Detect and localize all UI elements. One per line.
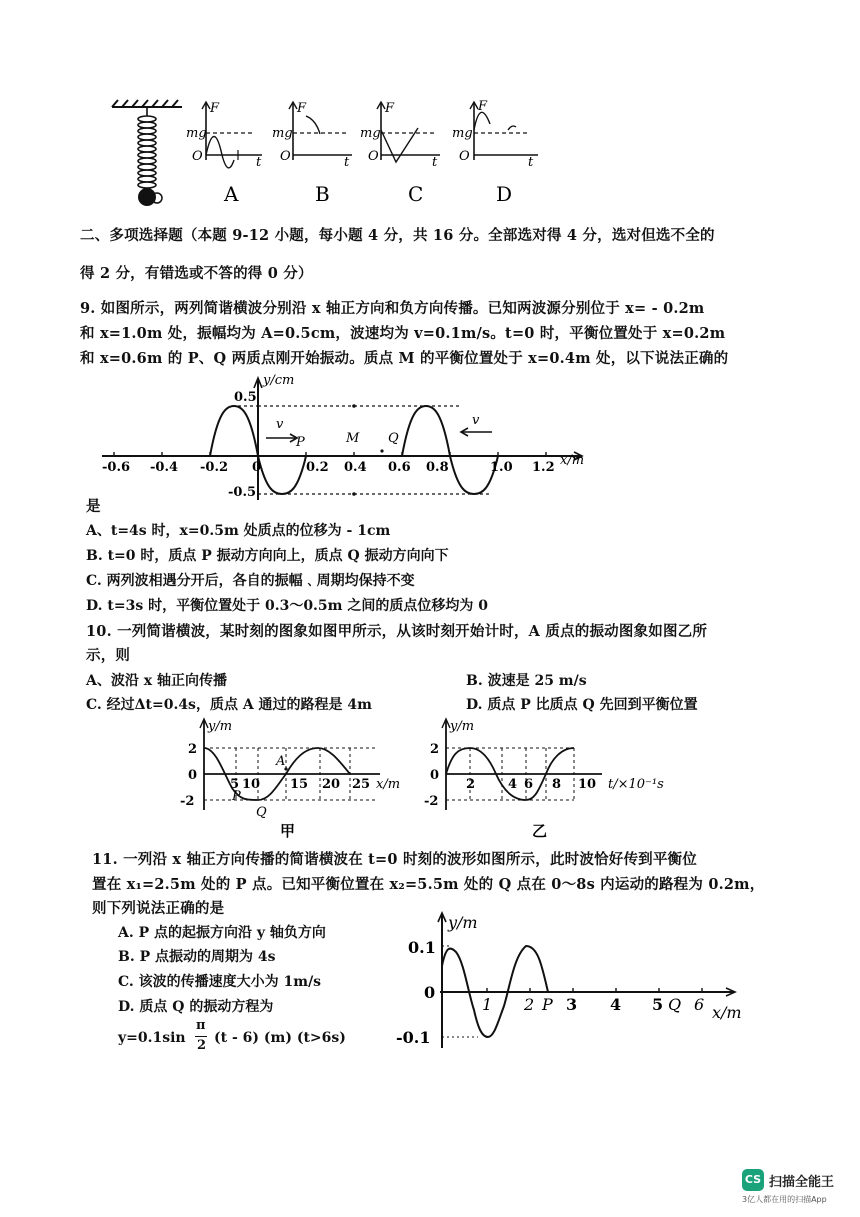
point-m-dot-lower [352, 492, 356, 496]
jia-tick-neg2: -2 [180, 794, 195, 809]
yi-tick-2: 2 [430, 742, 440, 757]
jia-tick-15: 15 [290, 777, 309, 792]
q11-wave-figure [390, 906, 770, 1056]
q9-tick-02: 0.2 [306, 460, 329, 475]
option-a-label: A [224, 182, 239, 206]
q10-option-c: C. 经过Δt=0.4s，质点 A 通过的路程是 4m [86, 697, 372, 713]
q10-option-a: A、波沿 x 轴正向传播 [86, 673, 227, 689]
yi-caption: 乙 [532, 822, 548, 840]
graph-c-mg-label: mg [360, 126, 381, 141]
q11-option-d: D. 质点 Q 的振动方程为 [118, 999, 274, 1015]
q10-line1: 10. 一列简谐横波，某时刻的图象如图甲所示，从该时刻开始计时，A 质点的振动图象如图乙所 [86, 623, 708, 640]
q11-line2: 置在 x₁=2.5m 处的 P 点。已知平衡位置在 x₂=5.5m 处的 Q 点在 0～8s 内运动的路程为 0.2m， [92, 876, 765, 893]
q9-option-b: B. t=0 时，质点 P 振动方向向上，质点 Q 振动方向向下 [86, 548, 449, 564]
q9-q-label: Q [388, 431, 399, 446]
jia-ylabel: y/m [208, 719, 233, 734]
q9-wave-figure [100, 368, 600, 503]
graph-d-t-label: t [528, 155, 534, 170]
q9-line3: 和 x=0.6m 的 P、Q 两质点刚开始振动。质点 M 的平衡位置处于 x=0.4m 处，以下说法正确的 [80, 350, 729, 367]
ceiling-support [112, 100, 182, 107]
graph-d-origin: O [459, 149, 470, 164]
q9-line4: 是 [86, 498, 101, 515]
q11-origin-label: 0 [424, 983, 436, 1002]
graph-a-f-label: F [210, 101, 220, 116]
q11-equation-prefix: y=0.1sin [118, 1030, 186, 1046]
q9-xlabel: x/m [560, 453, 585, 468]
q11-tick-4: 4 [610, 995, 622, 1014]
q11-p-label: P [542, 995, 553, 1014]
q11-q-label: Q [668, 995, 682, 1014]
q9-tick-neg06: -0.6 [102, 460, 131, 475]
q9-option-d: D. t=3s 时，平衡位置处于 0.3～0.5m 之间的质点位移均为 0 [86, 598, 488, 614]
graph-b-t-label: t [344, 155, 350, 170]
q9-tick-neg04: -0.4 [150, 460, 179, 475]
q10-option-b: B. 波速是 25 m/s [466, 673, 587, 689]
q9-m-label: M [346, 431, 360, 446]
jia-tick-25: 25 [352, 777, 371, 792]
option-c-label: C [408, 182, 424, 206]
q9-top-label: 0.5 [234, 390, 257, 405]
q9-bottom-label: -0.5 [228, 485, 257, 500]
yi-tick-2x: 2 [466, 777, 476, 792]
q11-equation-den: 2 [197, 1038, 207, 1053]
graph-b-f-label: F [297, 101, 307, 116]
section2-line1: 二、多项选择题（本题 9-12 小题，每小题 4 分，共 16 分。全部选对得 4 分，选对但选不全的 [80, 227, 715, 244]
q9-tick-neg02: -0.2 [200, 460, 229, 475]
q9-tick-06: 0.6 [388, 460, 411, 475]
q11-tick-1: 1 [482, 995, 493, 1014]
q11-top-label: 0.1 [408, 938, 436, 957]
option-d-label: D [496, 182, 513, 206]
q10-line2: 示，则 [86, 647, 131, 664]
q9-line2: 和 x=1.0m 处，振幅均为 A=0.5cm，波速均为 v=0.1m/s。t=0 时，平衡位置处于 x=0.2m [80, 325, 726, 342]
q9-tick-08: 0.8 [426, 460, 449, 475]
jia-xlabel: x/m [376, 777, 401, 792]
q9-ylabel: y/cm [263, 373, 295, 388]
q11-line3: 则下列说法正确的是 [92, 900, 225, 917]
q11-fraction-bar [195, 1036, 207, 1037]
q9-p-label: P [296, 435, 305, 450]
graph-c-f-label: F [385, 101, 395, 116]
q10-option-d: D. 质点 P 比质点 Q 先回到平衡位置 [466, 697, 698, 713]
q11-tick-2: 2 [524, 995, 535, 1014]
option-b-label: B [315, 182, 330, 206]
q11-line1: 11. 一列沿 x 轴正方向传播的简谐横波在 t=0 时刻的波形如图所示，此时波恰好传到平衡位 [92, 851, 697, 868]
q9-v-right: v [472, 413, 480, 428]
scanner-logo-icon: CS [742, 1169, 764, 1191]
jia-tick-5: 5 [230, 777, 240, 792]
q9-option-c: C. 两列波相遇分开后，各自的振幅﹑周期均保持不变 [86, 573, 415, 589]
graph-c-t-label: t [432, 155, 438, 170]
q11-option-a: A. P 点的起振方向沿 y 轴负方向 [118, 925, 326, 941]
yi-tick-0: 0 [430, 768, 440, 783]
section2-line2: 得 2 分，有错选或不答的得 0 分） [80, 265, 313, 282]
yi-tick-8x: 8 [552, 777, 562, 792]
q11-xlabel: x/m [712, 1003, 742, 1022]
hanging-ball [138, 188, 156, 206]
graph-d-mg-label: mg [452, 126, 473, 141]
graph-b-mg-label: mg [272, 126, 293, 141]
jia-tick-2: 2 [188, 742, 198, 757]
yi-tick-10x: 10 [578, 777, 597, 792]
graph-a-t-label: t [256, 155, 262, 170]
yi-tick-6x: 6 [524, 777, 534, 792]
spring [138, 107, 156, 188]
jia-tick-10: 10 [242, 777, 261, 792]
q11-equation-suffix: (t - 6) (m) (t>6s) [214, 1030, 346, 1046]
graph-c-origin: O [368, 149, 379, 164]
point-m-axis-dot [380, 449, 383, 452]
jia-caption: 甲 [280, 822, 296, 840]
yi-xlabel: t/×10⁻¹s [608, 777, 664, 792]
q10-figure-yi [424, 714, 684, 839]
q9-origin-label: 0 [252, 460, 262, 475]
jia-tick-20: 20 [322, 777, 341, 792]
scanner-app-tagline: 3亿人都在用的扫描App [742, 1195, 827, 1204]
q9-line1: 9. 如图所示，两列简谐横波分别沿 x 轴正方向和负方向传播。已知两波源分别位于 x= - 0.2m [80, 300, 705, 317]
jia-a-label: A [276, 754, 286, 769]
yi-tick-neg2: -2 [424, 794, 439, 809]
graph-d-f-label: F [478, 99, 488, 114]
q11-bottom-label: -0.1 [396, 1028, 431, 1047]
q11-tick-6: 6 [694, 995, 705, 1014]
jia-p-label: P [232, 789, 241, 804]
q9-v-left: v [276, 417, 284, 432]
scanner-watermark [742, 1169, 846, 1205]
q10-figure-jia [180, 714, 420, 839]
jia-q-label: Q [256, 805, 267, 820]
q11-tick-3: 3 [566, 995, 578, 1014]
q11-option-b: B. P 点振动的周期为 4s [118, 949, 276, 965]
q11-ylabel: y/m [448, 913, 478, 932]
q8-figure [0, 0, 860, 215]
q11-tick-5: 5 [652, 995, 664, 1014]
q9-tick-10: 1.0 [490, 460, 513, 475]
q11-option-c: C. 该波的传播速度大小为 1m/s [118, 974, 322, 990]
point-m-dot [352, 404, 356, 408]
q9-tick-04: 0.4 [344, 460, 367, 475]
q9-tick-12: 1.2 [532, 460, 555, 475]
yi-tick-4x: 4 [508, 777, 518, 792]
jia-tick-0: 0 [188, 768, 198, 783]
q11-equation-num: π [196, 1018, 206, 1033]
graph-a-origin: O [192, 149, 203, 164]
scanner-app-name: 扫描全能王 [769, 1175, 835, 1190]
graph-a-mg-label: mg [186, 126, 207, 141]
yi-ylabel: y/m [450, 719, 475, 734]
q9-option-a: A、t=4s 时，x=0.5m 处质点的位移为 - 1cm [86, 523, 391, 539]
graph-b-origin: O [280, 149, 291, 164]
